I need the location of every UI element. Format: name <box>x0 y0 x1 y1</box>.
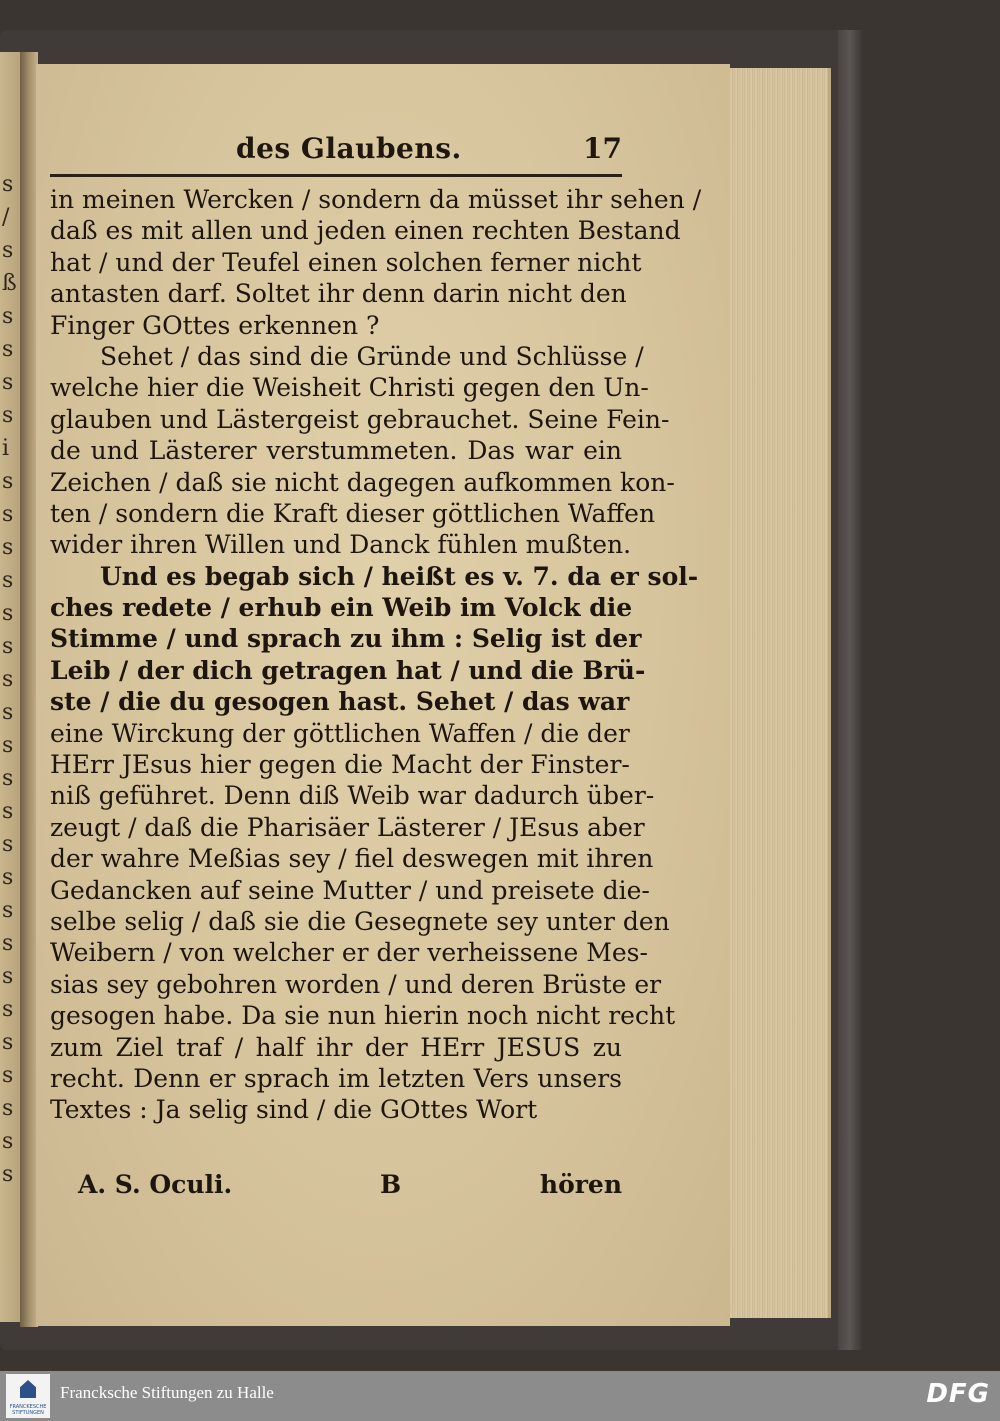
left-page-glyph: s <box>2 931 14 956</box>
text-line: Textes : Ja selig sind / die GOttes Wort <box>50 1095 538 1125</box>
left-page-glyph: s <box>2 337 14 362</box>
catchword: hören <box>539 1170 622 1199</box>
institution-logo[interactable] <box>6 1374 50 1418</box>
left-page-glyph: s <box>2 1096 14 1121</box>
institution-name[interactable]: Francksche Stiftungen zu Halle <box>60 1383 274 1402</box>
text-line: der wahre Meßias sey / fiel deswegen mit ihren <box>50 844 654 874</box>
left-page-glyph: s <box>2 997 14 1022</box>
text-line: ste / die du gesogen hast. Sehet / das war <box>50 687 630 717</box>
text-line: Finger GOttes erkennen ? <box>50 310 380 340</box>
text-line: in meinen Wercken / sondern da müsset ihr sehen / <box>50 185 702 214</box>
text-line: sias sey gebohren worden / und deren Brüste er <box>50 969 662 999</box>
text-line: wider ihren Willen und Danck fühlen mußten. <box>50 530 632 560</box>
left-page-glyph: s <box>2 1030 14 1055</box>
text-line: Zeichen / daß sie nicht dagegen aufkommen kon- <box>50 467 675 497</box>
page-number: 17 <box>583 132 622 165</box>
left-page-glyph: s <box>2 832 14 857</box>
text-line: selbe selig / daß sie die Gesegnete sey unter den <box>50 906 670 936</box>
text-line: Gedancken auf seine Mutter / und preisete die- <box>50 875 650 905</box>
text-line: Und es begab sich / heißt es v. 7. da er sol- <box>100 561 699 591</box>
text-line: zeugt / daß die Pharisäer Lästerer / JEsus aber <box>50 812 645 842</box>
catchline <box>50 1170 622 1204</box>
signature-label: A. S. Oculi. <box>78 1170 233 1199</box>
left-page-glyph: s <box>2 403 14 428</box>
text-line: recht. Denn er sprach im letzten Vers unsers <box>50 1063 622 1093</box>
left-page-glyph: s <box>2 535 14 560</box>
signature-mark: B <box>380 1170 402 1199</box>
text-line: welche hier die Weisheit Christi gegen den Un- <box>50 373 649 403</box>
dfg-logo[interactable]: DFG <box>926 1379 990 1409</box>
left-page-glyph: s <box>2 172 14 197</box>
left-page-glyph: s <box>2 568 14 593</box>
page-header <box>50 132 622 172</box>
text-line: Leib / der dich getragen hat / und die Brü- <box>50 655 646 685</box>
left-page-fragment <box>0 52 20 1322</box>
left-page-glyph: s <box>2 766 14 791</box>
left-page-glyph: s <box>2 700 14 725</box>
text-line: de und Lästerer verstummeten. Das war ein <box>50 436 622 466</box>
book-cover-edge <box>838 30 862 1350</box>
text-line: ten / sondern die Kraft dieser göttlichen Waffen <box>50 498 656 528</box>
left-page-glyph: s <box>2 1063 14 1088</box>
left-page-glyph: s <box>2 304 14 329</box>
text-line: eine Wirckung der göttlichen Waffen / die der <box>50 718 630 748</box>
left-page-glyph: i <box>2 436 10 461</box>
left-page-glyph: s <box>2 733 14 758</box>
left-page-glyph: s <box>2 667 14 692</box>
logo-caption: FRANCKESCHE STIFTUNGEN <box>9 1404 47 1416</box>
text-line: glauben und Lästergeist gebrauchet. Seine Fein- <box>50 404 670 434</box>
text-line: hat / und der Teufel einen solchen ferner nicht <box>50 247 642 277</box>
left-page-glyph: s <box>2 469 14 494</box>
text-line: zum Ziel traf / half ihr der HErr JESUS zu <box>50 1032 622 1062</box>
header-rule <box>50 174 622 177</box>
text-line: antasten darf. Soltet ihr denn darin nicht den <box>50 279 627 309</box>
left-page-glyph: ß <box>2 271 17 296</box>
left-page-glyph: s <box>2 502 14 527</box>
left-page-glyph: s <box>2 601 14 626</box>
text-line: ches redete / erhub ein Weib im Volck die <box>50 593 633 623</box>
text-line: daß es mit allen und jeden einen rechten Bestand <box>50 216 681 246</box>
left-page-glyph: s <box>2 634 14 659</box>
left-page-glyph: s <box>2 1129 14 1154</box>
text-line: gesogen habe. Da sie nun hierin noch nicht recht <box>50 1001 676 1031</box>
text-line: HErr JEsus hier gegen die Macht der Finster- <box>50 750 630 780</box>
text-line: Weibern / von welcher er der verheissene Mes- <box>50 938 648 968</box>
house-icon <box>20 1380 36 1398</box>
left-page-glyph: s <box>2 865 14 890</box>
left-page-glyph: s <box>2 370 14 395</box>
left-page-glyph: s <box>2 238 14 263</box>
page-block-edges <box>718 68 831 1318</box>
left-page-glyph: / <box>2 205 10 230</box>
left-page-glyph: s <box>2 964 14 989</box>
text-line: Sehet / das sind die Gründe und Schlüsse / <box>100 341 644 371</box>
body-text <box>50 184 702 1126</box>
running-head: des Glaubens. <box>236 132 462 165</box>
text-line: niß geführet. Denn diß Weib war dadurch über- <box>50 781 655 811</box>
text-line: Stimme / und sprach zu ihm : Selig ist der <box>50 624 642 654</box>
left-page-glyph: s <box>2 1162 14 1187</box>
viewer-footer <box>0 1371 1000 1421</box>
left-page-glyph: s <box>2 799 14 824</box>
left-page-glyph: s <box>2 898 14 923</box>
